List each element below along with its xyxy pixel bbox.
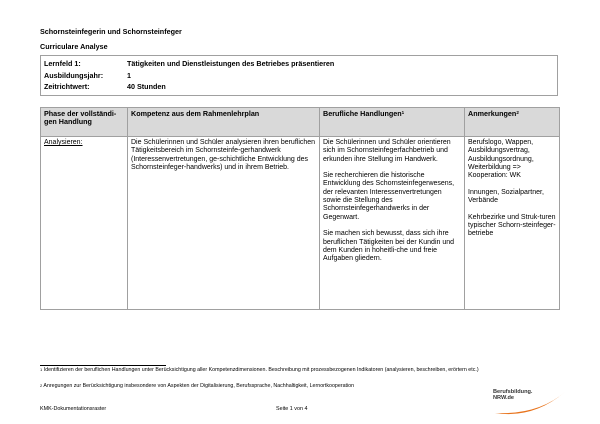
kompetenz-text: Die Schülerinnen und Schüler analysieren ihren beruflichen Tätigkeitsbereich im Schornsteinfe-gerhandwerk (Interessenvertretungen, ge-schichtliche Entwicklung des Schornsteinfeger-handwerks) und in ihrem Betrieb. bbox=[131, 139, 316, 171]
anmerkung-paragraph: Innungen, Sozialpartner, Verbände bbox=[468, 188, 544, 205]
anmerkung-paragraph: Kehrbezirke und Struk-turen typischer Schorn-steinfeger-betriebe bbox=[468, 213, 556, 238]
anmerkung-paragraph: Berufslogo, Wappen, Ausbildungsvertrag, Ausbildungsordnung, Weiterbildung => Kooperation: WK bbox=[468, 139, 534, 180]
info-value: Tätigkeiten und Dienstleistungen des Betriebes präsentieren bbox=[127, 59, 335, 68]
info-row-lernfeld bbox=[41, 59, 557, 71]
info-label: Ausbildungsjahr: bbox=[44, 70, 104, 80]
info-value: 40 Stunden bbox=[127, 82, 166, 91]
table-row bbox=[41, 137, 560, 310]
info-box bbox=[40, 55, 558, 96]
footnote-text: Anregungen zur Berücksichtigung insbesondere von Aspekten der Digitalisierung, Berufssprache, Nachhaltigkeit, Lernortkooperation bbox=[43, 383, 355, 389]
footnote-separator bbox=[40, 365, 166, 366]
header-label: Anmerkungen bbox=[468, 109, 517, 118]
footnote-2 bbox=[40, 383, 560, 390]
handlung-paragraph: Die Schülerinnen und Schüler orientieren sich im Schornsteinfegerfachbetrieb und erkunden ihre Stellung im Handwerk. bbox=[323, 139, 451, 163]
footer-document-name: KMK-Dokumentationsraster bbox=[40, 406, 107, 412]
info-row-zeitrichtwert bbox=[41, 82, 557, 94]
header-anmerkungen bbox=[465, 108, 560, 137]
header-phase bbox=[41, 108, 128, 137]
document-subtitle: Curriculare Analyse bbox=[40, 42, 108, 51]
footnote-ref: 2 bbox=[516, 110, 519, 115]
cell-phase bbox=[41, 137, 128, 310]
footer-page-number: Seite 1 von 4 bbox=[276, 406, 308, 412]
table-header-row bbox=[41, 108, 560, 137]
berufsbildung-nrw-logo bbox=[493, 389, 569, 417]
footnote-ref: 1 bbox=[401, 110, 405, 115]
info-row-ausbildungsjahr bbox=[41, 71, 557, 83]
cell-anmerkungen bbox=[465, 137, 560, 310]
footnote-number: 2 bbox=[40, 383, 43, 388]
handlung-paragraph: Sie recherchieren die historische Entwicklung des Schornsteinfegerwesens, der relevanten Interessenvertretungen sowie die Stellung des Schornsteinfegerhandwerks in der Gegenwart. bbox=[323, 172, 455, 221]
info-label: Lernfeld 1: bbox=[44, 59, 81, 68]
cell-kompetenz bbox=[128, 137, 320, 310]
header-label: Kompetenz aus dem Rahmenlehrplan bbox=[131, 109, 260, 118]
info-value: 1 bbox=[127, 70, 131, 80]
logo-line-2: NRW.de bbox=[493, 395, 515, 401]
footnote-text: Identifizieren der beruflichen Handlungen unter Berücksichtigung aller Kompetenzdimensionen. Beschreibung mit prozessbezogenen Indikatoren (analysieren, beschreiben, erörtern etc.) bbox=[43, 367, 479, 373]
header-label: Berufliche Handlungen bbox=[323, 109, 402, 118]
document-title: Schornsteinfegerin und Schornsteinfeger bbox=[40, 27, 182, 36]
footnote-number: 1 bbox=[40, 367, 43, 372]
phase-label: Analysieren: bbox=[44, 139, 83, 146]
handlung-paragraph: Sie machen sich bewusst, dass sich ihre beruflichen Tätigkeiten bei der Kundin und dem Kunden in hoheitli-che und freie Aufgaben gliedern. bbox=[323, 230, 455, 263]
header-handlungen bbox=[320, 108, 465, 137]
header-kompetenz bbox=[128, 108, 320, 137]
analysis-table bbox=[40, 107, 560, 310]
logo-line-1: Berufsbildung. bbox=[493, 389, 533, 395]
info-label: Zeitrichtwert: bbox=[44, 82, 90, 91]
footnote-1 bbox=[40, 367, 560, 374]
cell-handlungen bbox=[320, 137, 465, 310]
logo-swoosh-icon bbox=[493, 389, 569, 417]
header-label: Phase der vollständi-gen Handlung bbox=[44, 109, 117, 127]
